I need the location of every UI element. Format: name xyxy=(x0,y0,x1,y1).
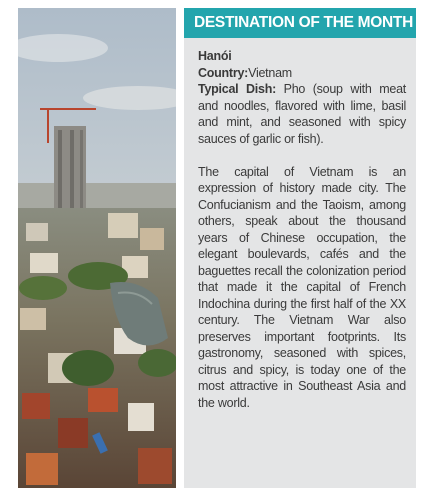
destination-panel xyxy=(184,8,416,488)
description-paragraph: The capital of Vietnam is an expression of history made city. The Confucianism and the Taoism, among others, speak about the thousand years of Chinese occupation, the elegant boulevards, cafés and the baguettes recall the colonization period that made it the capital of French Indochina during the first half of the XX century. The Vietnam War also preserves important footprints. Its gastronomy, seasoned with spices, citrus and spicy, is today one of the most attractive in Southeast Asia and the world. xyxy=(198,164,406,410)
country-line xyxy=(198,65,406,82)
hanoi-city-photo xyxy=(18,8,176,488)
panel-header: DESTINATION OF THE MONTH xyxy=(184,8,416,38)
typical-dish-value: Pho (soup with meat and noodles, flavored with lime, basil and mint, and seasoned with spicy sauces of garlic or fish). xyxy=(198,82,406,146)
destination-content xyxy=(198,48,406,411)
country-label: Country: xyxy=(198,65,249,80)
city-name: Hanói xyxy=(198,49,232,63)
country-value: Vietnam xyxy=(248,65,292,80)
typical-dish-line xyxy=(198,81,406,147)
typical-dish-label: Typical Dish: xyxy=(198,82,277,96)
